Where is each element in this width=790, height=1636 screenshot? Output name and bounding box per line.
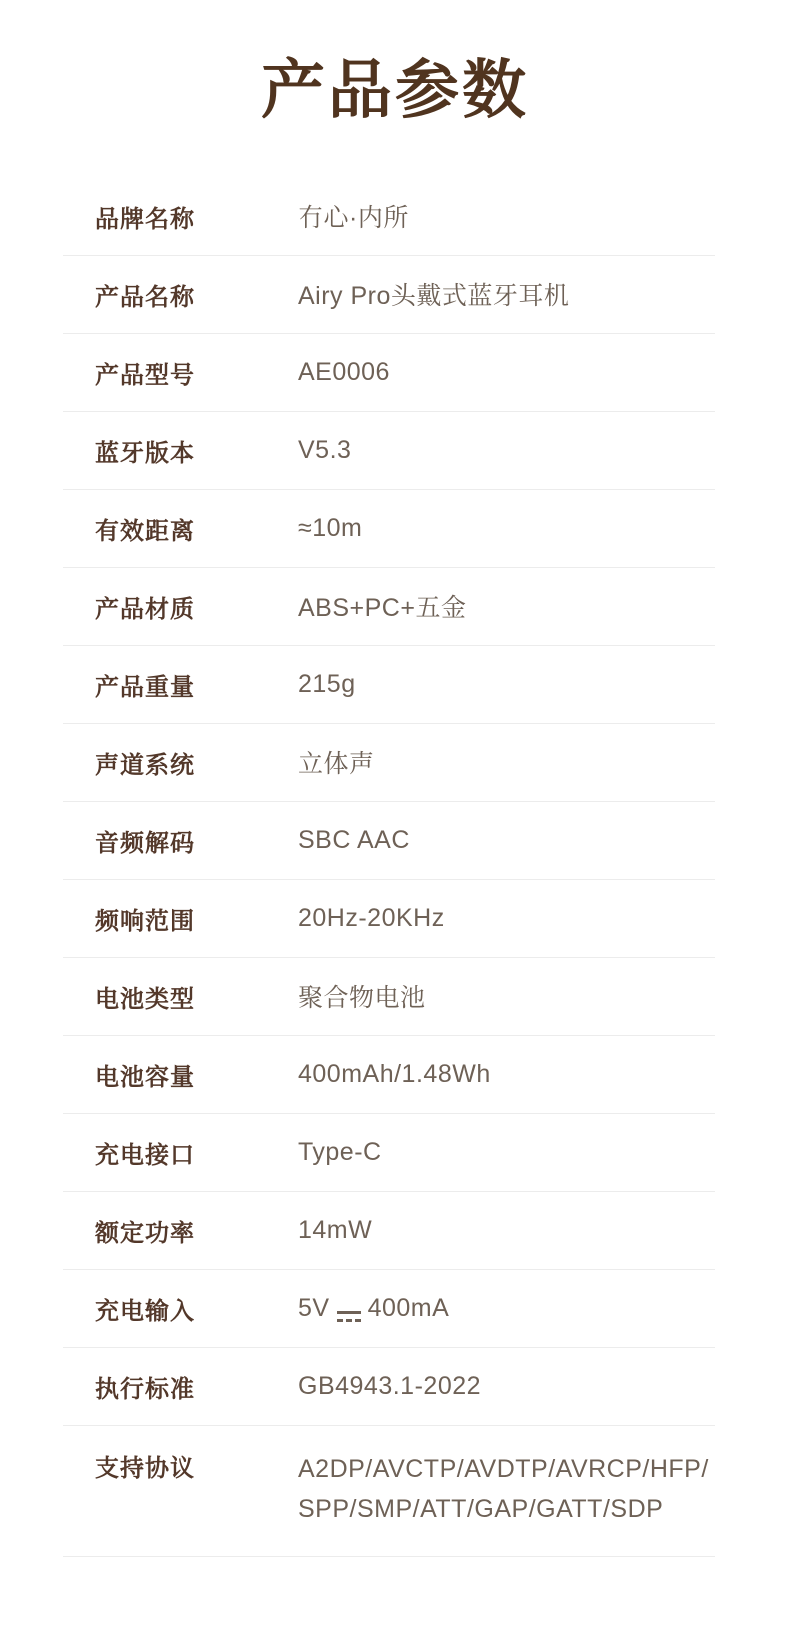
spec-label: 产品重量 — [95, 673, 195, 701]
dc-symbol-icon — [337, 1311, 361, 1322]
spec-row — [63, 568, 715, 646]
spec-label: 音频解码 — [95, 829, 195, 857]
spec-row — [63, 1036, 715, 1114]
spec-value: 聚合物电池 — [298, 984, 426, 1013]
product-spec-page — [0, 54, 790, 1557]
spec-row — [63, 1192, 715, 1270]
spec-label: 声道系统 — [95, 751, 195, 779]
spec-value: ≈10m — [298, 513, 363, 542]
spec-label: 产品材质 — [95, 595, 195, 623]
spec-value: Airy Pro头戴式蓝牙耳机 — [298, 282, 570, 311]
page-title: 产品参数 — [261, 54, 529, 126]
spec-label: 产品型号 — [95, 361, 195, 389]
spec-value: Type-C — [298, 1137, 382, 1166]
spec-label: 充电接口 — [95, 1141, 195, 1169]
spec-table — [63, 178, 715, 1557]
spec-value: 20Hz-20KHz — [298, 903, 445, 932]
spec-row — [63, 646, 715, 724]
spec-value: 215g — [298, 669, 356, 698]
spec-value: SBC AAC — [298, 825, 410, 854]
spec-row — [63, 412, 715, 490]
spec-label: 有效距离 — [95, 517, 195, 545]
spec-row — [63, 724, 715, 802]
spec-value-line: SPP/SMP/ATT/GAP/GATT/SDP — [298, 1494, 664, 1523]
spec-label: 额定功率 — [95, 1219, 195, 1247]
spec-value-line: A2DP/AVCTP/AVDTP/AVRCP/HFP/ — [298, 1454, 709, 1483]
spec-value: 立体声 — [298, 750, 375, 779]
spec-label: 品牌名称 — [95, 205, 195, 233]
spec-row — [63, 490, 715, 568]
spec-label: 充电输入 — [95, 1297, 195, 1325]
spec-row — [63, 1114, 715, 1192]
spec-label: 频响范围 — [95, 907, 195, 935]
spec-value: 5V 400mA — [298, 1293, 450, 1322]
spec-row — [63, 1426, 715, 1557]
spec-value: AE0006 — [298, 357, 390, 386]
spec-row — [63, 1270, 715, 1348]
spec-value: 14mW — [298, 1215, 373, 1244]
spec-value: V5.3 — [298, 435, 352, 464]
spec-value: ABS+PC+五金 — [298, 594, 467, 623]
spec-value: GB4943.1-2022 — [298, 1371, 482, 1400]
spec-label: 电池类型 — [95, 985, 195, 1013]
spec-row — [63, 178, 715, 256]
spec-label: 电池容量 — [95, 1063, 195, 1091]
spec-label: 支持协议 — [95, 1454, 195, 1482]
spec-row — [63, 256, 715, 334]
spec-row — [63, 958, 715, 1036]
spec-row — [63, 802, 715, 880]
spec-label: 产品名称 — [95, 283, 195, 311]
spec-row — [63, 880, 715, 958]
spec-label: 执行标准 — [95, 1375, 195, 1403]
spec-value: 冇心·内所 — [298, 204, 409, 233]
spec-value: 400mAh/1.48Wh — [298, 1059, 491, 1088]
spec-row — [63, 334, 715, 412]
spec-label: 蓝牙版本 — [95, 439, 195, 467]
spec-value — [298, 1449, 709, 1529]
spec-row — [63, 1348, 715, 1426]
